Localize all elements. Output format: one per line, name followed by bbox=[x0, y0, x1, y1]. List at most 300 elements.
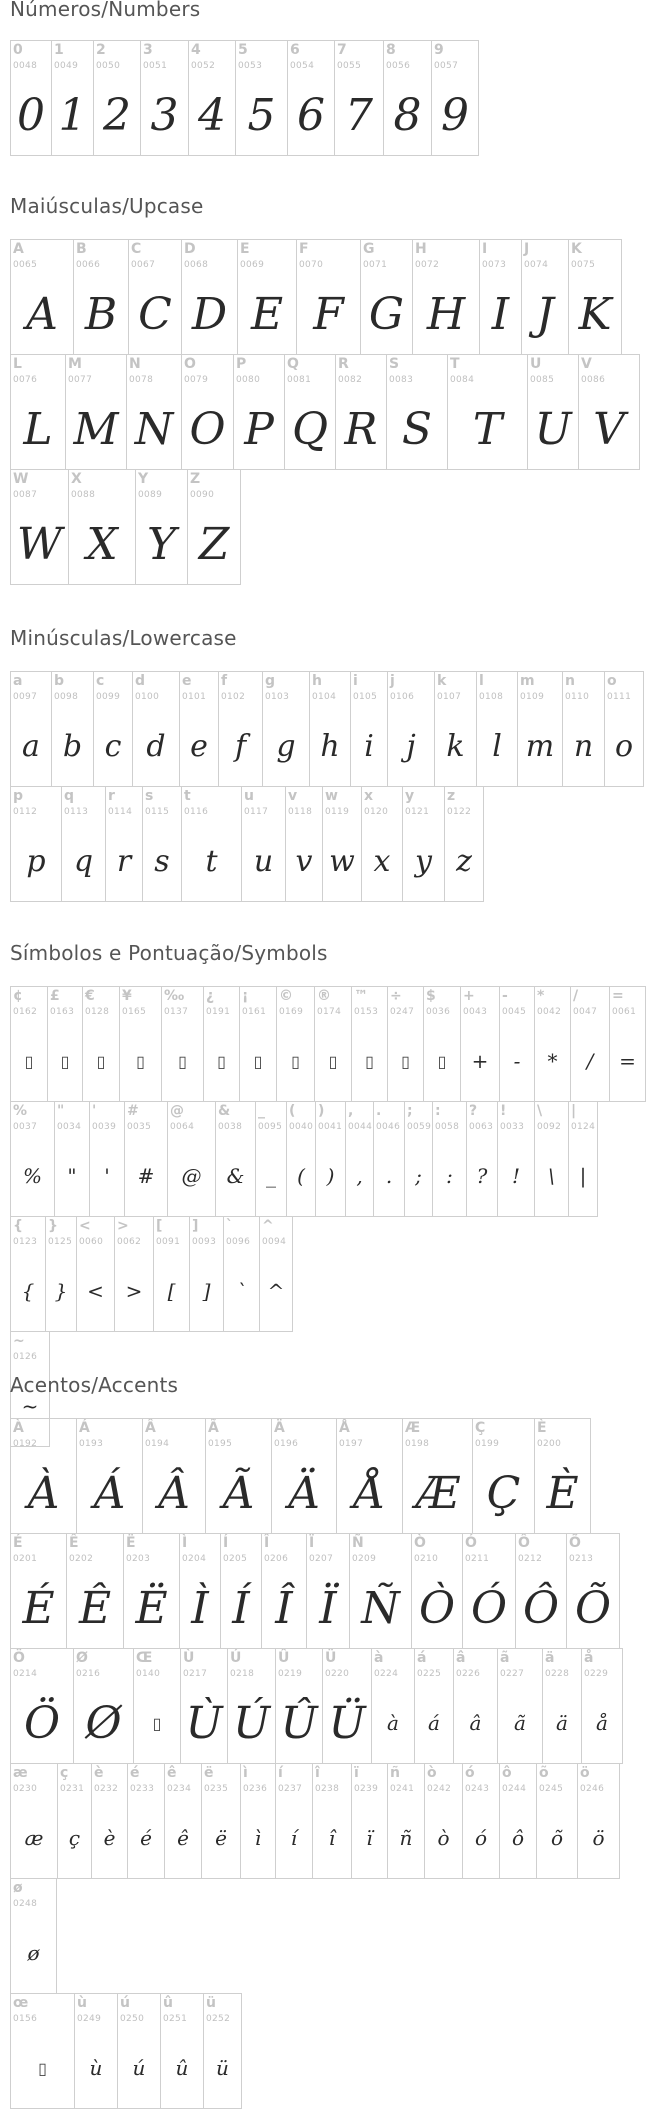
glyph-sample: ▯ bbox=[217, 1051, 226, 1071]
character-code: 0246 bbox=[580, 1784, 605, 1794]
character-label: ‰ bbox=[164, 988, 185, 1004]
character-label: = bbox=[612, 988, 624, 1004]
glyph-sample: á bbox=[428, 1711, 440, 1735]
character-code: 0244 bbox=[502, 1784, 527, 1794]
character-code: 0037 bbox=[13, 1122, 38, 1132]
glyph-sample: [ bbox=[167, 1279, 176, 1303]
character-label: & bbox=[218, 1103, 231, 1119]
glyph-sample: ) bbox=[326, 1164, 335, 1188]
glyph-sample: y bbox=[415, 843, 432, 879]
character-label: í bbox=[278, 1765, 283, 1781]
glyph-cell bbox=[74, 1993, 118, 2109]
character-code: 0126 bbox=[13, 1352, 38, 1362]
glyph-cell bbox=[215, 1101, 256, 1217]
glyph-cell bbox=[10, 1101, 55, 1217]
character-code: 0122 bbox=[447, 807, 472, 817]
glyph-cell bbox=[315, 1101, 346, 1217]
glyph-sample: I bbox=[491, 288, 510, 340]
character-code: 0089 bbox=[138, 490, 163, 500]
glyph-sample: å bbox=[596, 1711, 608, 1735]
glyph-cell bbox=[164, 1763, 202, 1879]
glyph-sample: E bbox=[250, 288, 284, 340]
glyph-cell bbox=[432, 1101, 467, 1217]
character-label: 4 bbox=[191, 42, 201, 58]
character-label: k bbox=[437, 673, 447, 689]
glyph-sample: à bbox=[387, 1711, 399, 1735]
glyph-sample: d bbox=[146, 728, 166, 764]
glyph-cell bbox=[123, 1533, 180, 1649]
character-label: ñ bbox=[390, 1765, 400, 1781]
glyph-cell bbox=[10, 986, 48, 1102]
glyph-cell bbox=[47, 986, 83, 1102]
glyph-sample: u bbox=[253, 843, 274, 879]
glyph-cell bbox=[383, 40, 432, 156]
character-label: 8 bbox=[386, 42, 396, 58]
character-code: 0217 bbox=[183, 1669, 208, 1679]
character-label: ® bbox=[317, 988, 331, 1004]
character-label: å bbox=[584, 1650, 594, 1666]
glyph-cell bbox=[45, 1216, 77, 1332]
character-code: 0105 bbox=[353, 692, 378, 702]
character-code: 0095 bbox=[258, 1122, 283, 1132]
character-label: á bbox=[417, 1650, 427, 1666]
character-code: 0153 bbox=[354, 1007, 379, 1017]
character-code: 0117 bbox=[244, 807, 269, 817]
character-label: ì bbox=[243, 1765, 248, 1781]
glyph-sample: P bbox=[244, 403, 274, 455]
glyph-cell bbox=[351, 986, 388, 1102]
glyph-cell bbox=[431, 40, 479, 156]
glyph-cell bbox=[73, 1648, 134, 1764]
character-label: î bbox=[315, 1765, 320, 1781]
character-label: Ç bbox=[475, 1420, 486, 1436]
glyph-sample: 5 bbox=[247, 89, 276, 141]
character-code: 0195 bbox=[208, 1439, 233, 1449]
character-code: 0115 bbox=[145, 807, 170, 817]
character-label: Ó bbox=[465, 1535, 477, 1551]
glyph-sample: ` bbox=[236, 1279, 247, 1303]
character-code: 0210 bbox=[414, 1554, 439, 1564]
glyph-sample: m bbox=[525, 728, 555, 764]
glyph-cell bbox=[453, 1648, 498, 1764]
glyph-cell bbox=[259, 1216, 293, 1332]
glyph-sample: É bbox=[22, 1582, 55, 1634]
character-label: © bbox=[279, 988, 293, 1004]
character-label: X bbox=[71, 471, 82, 487]
glyph-sample: ^ bbox=[267, 1279, 285, 1303]
glyph-sample: & bbox=[226, 1164, 245, 1188]
character-label: ò bbox=[427, 1765, 437, 1781]
glyph-sample: j bbox=[406, 728, 416, 764]
character-label: ! bbox=[500, 1103, 507, 1119]
character-label: Û bbox=[278, 1650, 290, 1666]
glyph-sample: â bbox=[469, 1711, 482, 1735]
character-label: , bbox=[348, 1103, 354, 1119]
character-label: h bbox=[312, 673, 322, 689]
character-label: â bbox=[456, 1650, 466, 1666]
glyph-sample: w bbox=[329, 843, 355, 879]
character-code: 0204 bbox=[182, 1554, 207, 1564]
character-code: 0162 bbox=[13, 1007, 38, 1017]
character-label: q bbox=[64, 788, 75, 804]
glyph-sample: æ bbox=[24, 1826, 44, 1850]
character-label: u bbox=[244, 788, 254, 804]
character-code: 0107 bbox=[437, 692, 462, 702]
glyph-cell bbox=[261, 1533, 307, 1649]
glyph-sample: ▯ bbox=[152, 1713, 162, 1733]
character-label: p bbox=[13, 788, 24, 804]
glyph-cell bbox=[534, 1418, 591, 1534]
character-code: 0056 bbox=[386, 61, 411, 71]
character-label: f bbox=[221, 673, 228, 689]
character-label: ù bbox=[77, 1995, 87, 2011]
character-label: ú bbox=[120, 1995, 130, 2011]
character-code: 0213 bbox=[569, 1554, 594, 1564]
glyph-sample: ò bbox=[437, 1826, 450, 1850]
character-code: 0229 bbox=[584, 1669, 609, 1679]
glyph-cell bbox=[10, 239, 74, 355]
glyph-sample: 2 bbox=[103, 89, 131, 141]
glyph-sample: > bbox=[125, 1279, 143, 1303]
character-label: U bbox=[530, 356, 542, 372]
glyph-cell bbox=[187, 469, 241, 585]
glyph-sample: é bbox=[140, 1826, 152, 1850]
character-label: ä bbox=[545, 1650, 555, 1666]
character-label: % bbox=[13, 1103, 28, 1119]
glyph-sample: * bbox=[547, 1049, 558, 1073]
character-code: 0104 bbox=[312, 692, 337, 702]
character-label: Ù bbox=[183, 1650, 195, 1666]
glyph-sample: _ bbox=[266, 1164, 276, 1188]
character-code: 0038 bbox=[218, 1122, 243, 1132]
glyph-cell bbox=[160, 1993, 204, 2109]
character-code: 0087 bbox=[13, 490, 38, 500]
character-label: ó bbox=[465, 1765, 475, 1781]
character-code: 0049 bbox=[54, 61, 79, 71]
character-label: ë bbox=[204, 1765, 214, 1781]
glyph-sample: c bbox=[104, 728, 122, 764]
character-code: 0198 bbox=[405, 1439, 430, 1449]
character-code: 0036 bbox=[426, 1007, 451, 1017]
glyph-cell bbox=[203, 986, 240, 1102]
character-label: @ bbox=[170, 1103, 184, 1119]
glyph-cell bbox=[180, 1648, 228, 1764]
glyph-cell bbox=[350, 671, 388, 787]
glyph-sample: í bbox=[290, 1826, 298, 1850]
glyph-sample: ï bbox=[366, 1826, 373, 1850]
glyph-sample: Ê bbox=[78, 1582, 112, 1634]
glyph-cell bbox=[322, 1648, 372, 1764]
glyph-sample: ▯ bbox=[401, 1051, 410, 1071]
character-code: 0140 bbox=[136, 1669, 161, 1679]
glyph-cell bbox=[91, 1763, 128, 1879]
glyph-sample: Æ bbox=[415, 1467, 460, 1519]
glyph-cell bbox=[351, 1763, 388, 1879]
character-label: E bbox=[240, 241, 250, 257]
character-code: 0206 bbox=[264, 1554, 289, 1564]
character-label: 7 bbox=[337, 42, 347, 58]
character-code: 0063 bbox=[469, 1122, 494, 1132]
glyph-cell bbox=[460, 986, 500, 1102]
glyph-sample: Ô bbox=[522, 1582, 560, 1634]
character-code: 0227 bbox=[500, 1669, 525, 1679]
character-label: v bbox=[288, 788, 298, 804]
character-code: 0197 bbox=[339, 1439, 364, 1449]
character-label: ] bbox=[192, 1218, 199, 1234]
character-label: æ bbox=[13, 1765, 28, 1781]
glyph-sample: ç bbox=[68, 1826, 81, 1850]
character-code: 0113 bbox=[64, 807, 89, 817]
glyph-sample: ▯ bbox=[24, 1051, 34, 1071]
character-code: 0203 bbox=[126, 1554, 151, 1564]
character-code: 0216 bbox=[76, 1669, 101, 1679]
character-label: Å bbox=[339, 1420, 350, 1436]
character-code: 0211 bbox=[465, 1554, 490, 1564]
character-code: 0116 bbox=[184, 807, 209, 817]
character-code: 0057 bbox=[434, 61, 459, 71]
character-label: Z bbox=[190, 471, 201, 487]
glyph-sample: è bbox=[103, 1826, 116, 1850]
character-code: 0088 bbox=[71, 490, 96, 500]
glyph-sample: f bbox=[234, 728, 247, 764]
glyph-cell bbox=[570, 986, 610, 1102]
character-label: ` bbox=[226, 1218, 233, 1234]
character-code: 0124 bbox=[571, 1122, 596, 1132]
glyph-sample: G bbox=[368, 288, 405, 340]
glyph-sample: s bbox=[154, 843, 170, 879]
character-label: T bbox=[450, 356, 460, 372]
glyph-cell bbox=[497, 1101, 535, 1217]
character-code: 0100 bbox=[135, 692, 160, 702]
glyph-cell bbox=[387, 1763, 425, 1879]
character-label: € bbox=[85, 988, 95, 1004]
character-code: 0035 bbox=[127, 1122, 152, 1132]
glyph-cell bbox=[68, 469, 136, 585]
character-label: j bbox=[390, 673, 395, 689]
character-label: l bbox=[479, 673, 484, 689]
glyph-sample: Y bbox=[146, 518, 177, 570]
character-label: Á bbox=[79, 1420, 90, 1436]
glyph-cell bbox=[466, 1101, 498, 1217]
glyph-cell bbox=[233, 354, 285, 470]
character-code: 0068 bbox=[184, 260, 209, 270]
character-code: 0082 bbox=[338, 375, 363, 385]
glyph-cell bbox=[306, 1533, 350, 1649]
character-code: 0241 bbox=[390, 1784, 415, 1794]
character-code: 0074 bbox=[524, 260, 549, 270]
character-label: { bbox=[13, 1218, 23, 1234]
character-code: 0043 bbox=[463, 1007, 488, 1017]
character-code: 0207 bbox=[309, 1554, 334, 1564]
character-label: J bbox=[524, 241, 530, 257]
glyph-sample: l bbox=[492, 728, 502, 764]
character-label: P bbox=[236, 356, 247, 372]
character-label: 2 bbox=[96, 42, 106, 58]
glyph-cell bbox=[360, 239, 413, 355]
glyph-cell bbox=[124, 1101, 168, 1217]
character-label: \ bbox=[537, 1103, 543, 1119]
character-code: 0243 bbox=[465, 1784, 490, 1794]
glyph-cell bbox=[65, 354, 127, 470]
glyph-cell bbox=[51, 40, 94, 156]
character-code: 0090 bbox=[190, 490, 215, 500]
glyph-cell bbox=[140, 40, 189, 156]
glyph-sample: z bbox=[456, 843, 472, 879]
glyph-cell bbox=[126, 354, 182, 470]
glyph-sample: L bbox=[23, 403, 53, 455]
character-code: 0196 bbox=[274, 1439, 299, 1449]
character-code: 0238 bbox=[315, 1784, 340, 1794]
glyph-sample: ö bbox=[592, 1826, 605, 1850]
character-code: 0242 bbox=[427, 1784, 452, 1794]
glyph-sample: C bbox=[138, 288, 172, 340]
glyph-cell bbox=[10, 1993, 75, 2109]
character-label: Ø bbox=[76, 1650, 88, 1666]
glyph-cell bbox=[161, 986, 204, 1102]
character-code: 0191 bbox=[206, 1007, 231, 1017]
glyph-cell bbox=[402, 1418, 473, 1534]
character-label: ô bbox=[502, 1765, 512, 1781]
glyph-sample: : bbox=[446, 1164, 453, 1188]
glyph-cell bbox=[562, 671, 605, 787]
glyph-sample: O bbox=[189, 403, 226, 455]
glyph-sample: T bbox=[472, 403, 503, 455]
character-code: 0077 bbox=[68, 375, 93, 385]
character-label: œ bbox=[13, 1995, 29, 2011]
character-label: } bbox=[48, 1218, 58, 1234]
character-code: 0169 bbox=[279, 1007, 304, 1017]
character-label: y bbox=[405, 788, 415, 804]
character-code: 0086 bbox=[581, 375, 606, 385]
character-label: ' bbox=[92, 1103, 97, 1119]
glyph-sample: ▯ bbox=[60, 1051, 70, 1071]
character-code: 0236 bbox=[243, 1784, 268, 1794]
character-code: 0123 bbox=[13, 1237, 38, 1247]
section-title: Símbolos e Pontuação/Symbols bbox=[10, 941, 328, 965]
character-code: 0106 bbox=[390, 692, 415, 702]
character-code: 0050 bbox=[96, 61, 121, 71]
glyph-sample: V bbox=[593, 403, 625, 455]
character-label: ? bbox=[469, 1103, 478, 1119]
character-code: 0214 bbox=[13, 1669, 38, 1679]
glyph-sample: û bbox=[175, 2056, 189, 2080]
glyph-sample: R bbox=[344, 403, 378, 455]
character-code: 0058 bbox=[435, 1122, 460, 1132]
character-code: 0205 bbox=[223, 1554, 248, 1564]
character-code: 0119 bbox=[325, 807, 350, 817]
glyph-sample: H bbox=[426, 288, 466, 340]
glyph-cell bbox=[472, 1418, 535, 1534]
character-code: 0059 bbox=[407, 1122, 432, 1132]
glyph-sample: i bbox=[364, 728, 374, 764]
glyph-cell bbox=[604, 671, 644, 787]
character-label: w bbox=[325, 788, 338, 804]
glyph-cell bbox=[361, 786, 403, 902]
glyph-cell bbox=[179, 1533, 221, 1649]
character-code: 0076 bbox=[13, 375, 38, 385]
character-code: 0040 bbox=[289, 1122, 314, 1132]
character-label: 6 bbox=[290, 42, 300, 58]
glyph-sample: ; bbox=[415, 1164, 422, 1188]
character-label: ¥ bbox=[122, 988, 132, 1004]
character-code: 0228 bbox=[545, 1669, 570, 1679]
character-code: 0249 bbox=[77, 2014, 102, 2024]
glyph-cell bbox=[424, 1763, 463, 1879]
glyph-cell bbox=[89, 1101, 125, 1217]
section-title: Minúsculas/Lowercase bbox=[10, 626, 237, 650]
character-label: 5 bbox=[238, 42, 248, 58]
glyph-cell bbox=[284, 354, 336, 470]
glyph-cell bbox=[227, 1648, 276, 1764]
glyph-cell bbox=[434, 671, 477, 787]
glyph-cell bbox=[10, 1878, 57, 1994]
glyph-cell bbox=[499, 986, 535, 1102]
character-code: 0220 bbox=[325, 1669, 350, 1679]
glyph-cell bbox=[476, 671, 518, 787]
glyph-sample: ▯ bbox=[253, 1051, 263, 1071]
character-code: 0118 bbox=[288, 807, 313, 817]
character-code: 0066 bbox=[76, 260, 101, 270]
glyph-sample: Ì bbox=[191, 1582, 209, 1634]
character-code: 0075 bbox=[571, 260, 596, 270]
character-label: Q bbox=[287, 356, 299, 372]
glyph-cell bbox=[285, 786, 323, 902]
glyph-sample: 8 bbox=[393, 89, 422, 141]
character-label: Ë bbox=[126, 1535, 136, 1551]
glyph-cell bbox=[371, 1648, 415, 1764]
character-label: d bbox=[135, 673, 146, 689]
character-label: > bbox=[117, 1218, 129, 1234]
character-label: Ñ bbox=[352, 1535, 364, 1551]
glyph-cell bbox=[517, 671, 563, 787]
glyph-sample: ü bbox=[216, 2056, 229, 2080]
glyph-sample: % bbox=[22, 1164, 42, 1188]
character-code: 0252 bbox=[206, 2014, 231, 2024]
glyph-cell bbox=[223, 1216, 260, 1332]
glyph-cell bbox=[10, 671, 52, 787]
glyph-sample: S bbox=[401, 403, 433, 455]
character-label: ( bbox=[289, 1103, 296, 1119]
glyph-cell bbox=[127, 1763, 165, 1879]
character-label: ¡ bbox=[242, 988, 249, 1004]
character-label: B bbox=[76, 241, 87, 257]
character-label: Ò bbox=[414, 1535, 426, 1551]
glyph-sample: J bbox=[536, 288, 554, 340]
glyph-grid bbox=[10, 239, 642, 584]
glyph-sample: U bbox=[534, 403, 572, 455]
glyph-sample: | bbox=[579, 1164, 587, 1188]
glyph-sample: # bbox=[137, 1164, 155, 1188]
character-code: 0079 bbox=[184, 375, 209, 385]
glyph-cell bbox=[188, 40, 236, 156]
glyph-cell bbox=[386, 354, 448, 470]
character-label: É bbox=[13, 1535, 23, 1551]
glyph-cell bbox=[609, 986, 646, 1102]
glyph-sample: < bbox=[87, 1279, 104, 1303]
glyph-cell bbox=[577, 1763, 620, 1879]
character-label: + bbox=[463, 988, 475, 1004]
glyph-sample: Ó bbox=[470, 1582, 508, 1634]
character-label: û bbox=[163, 1995, 173, 2011]
glyph-sample: 4 bbox=[198, 89, 226, 141]
character-label: ; bbox=[407, 1103, 413, 1119]
glyph-sample: ì bbox=[254, 1826, 262, 1850]
character-code: 0193 bbox=[79, 1439, 104, 1449]
character-label: S bbox=[389, 356, 400, 372]
character-code: 0247 bbox=[390, 1007, 415, 1017]
character-label: 3 bbox=[143, 42, 153, 58]
character-code: 0064 bbox=[170, 1122, 195, 1132]
